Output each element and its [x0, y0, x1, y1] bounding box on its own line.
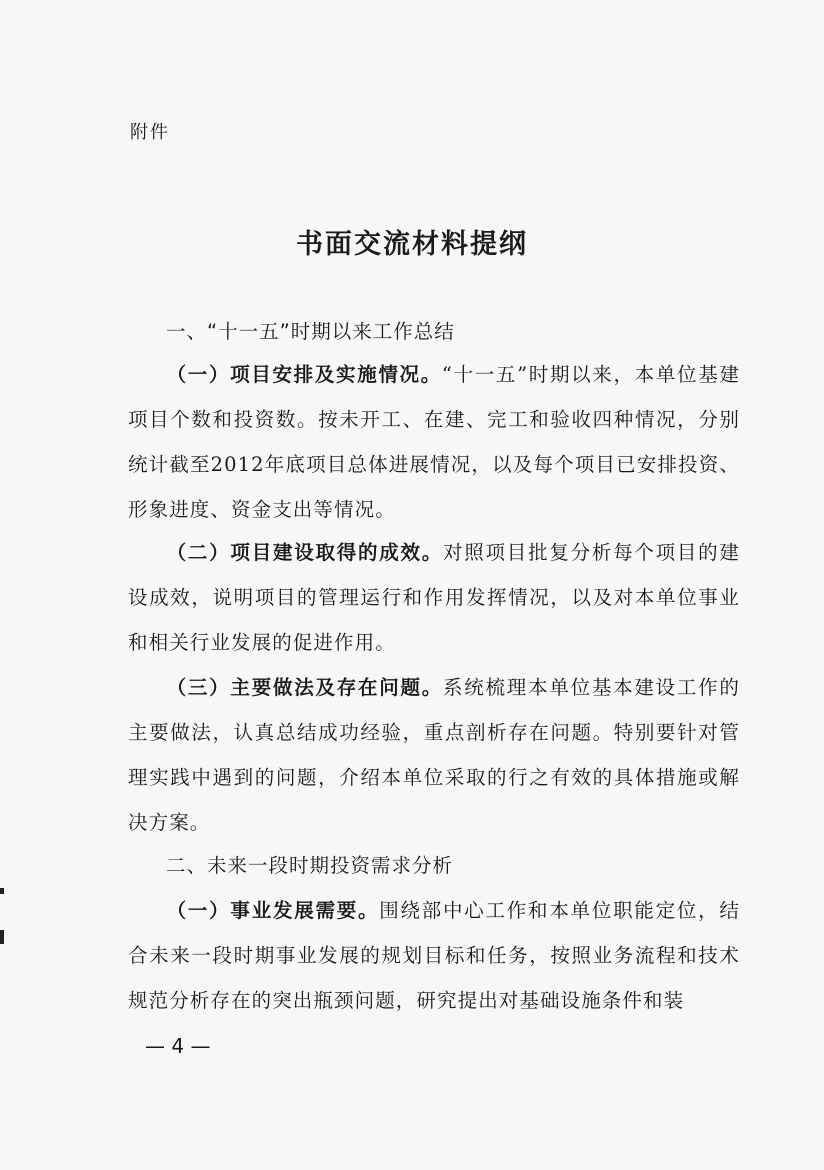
- paragraph-1-1: [128, 352, 740, 532]
- paragraph-text: 系统梳理本单位基本建设工作的主要做法，认真总结成功经验，重点剖析存在问题。特别要针对管理实践中遇到的问题，介绍本单位采取的行之有效的具体措施或解决方案。: [128, 676, 740, 834]
- paragraph-lead: （二）项目建设取得的成效。: [166, 541, 444, 564]
- section-heading-2: 二、未来一段时期投资需求分析: [166, 854, 454, 877]
- attachment-label: 附件: [130, 122, 170, 143]
- paragraph-text: “十一五”时期以来，本单位基建项目个数和投资数。按未开工、在建、完工和验收四种情况，分别统计截至2012年底项目总体进展情况，以及每个项目已安排投资、形象进度、资金支出等情况。: [128, 363, 740, 521]
- paragraph-1-3: [128, 665, 740, 845]
- document-title: 书面交流材料提纲: [296, 229, 528, 260]
- paragraph-2-1: [128, 888, 740, 1023]
- paragraph-text: 围绕部中心工作和本单位职能定位，结合未来一段时期事业发展的规划目标和任务，按照业务流程和技术规范分析存在的突出瓶颈问题，研究提出对基础设施条件和装: [128, 899, 740, 1012]
- paragraph-lead: （一）项目安排及实施情况。: [166, 363, 442, 386]
- page-number: — 4 —: [145, 1034, 211, 1058]
- paragraph-lead: （三）主要做法及存在问题。: [166, 676, 444, 699]
- paragraph-1-2: [128, 530, 740, 665]
- scan-edge-mark: [0, 930, 4, 944]
- section-heading-1: 一、“十一五”时期以来工作总结: [166, 320, 455, 343]
- scan-edge-mark: [0, 888, 4, 894]
- paragraph-text: 对照项目批复分析每个项目的建设成效，说明项目的管理运行和作用发挥情况，以及对本单位事业和相关行业发展的促进作用。: [128, 541, 740, 654]
- paragraph-lead: （一）事业发展需要。: [166, 899, 380, 922]
